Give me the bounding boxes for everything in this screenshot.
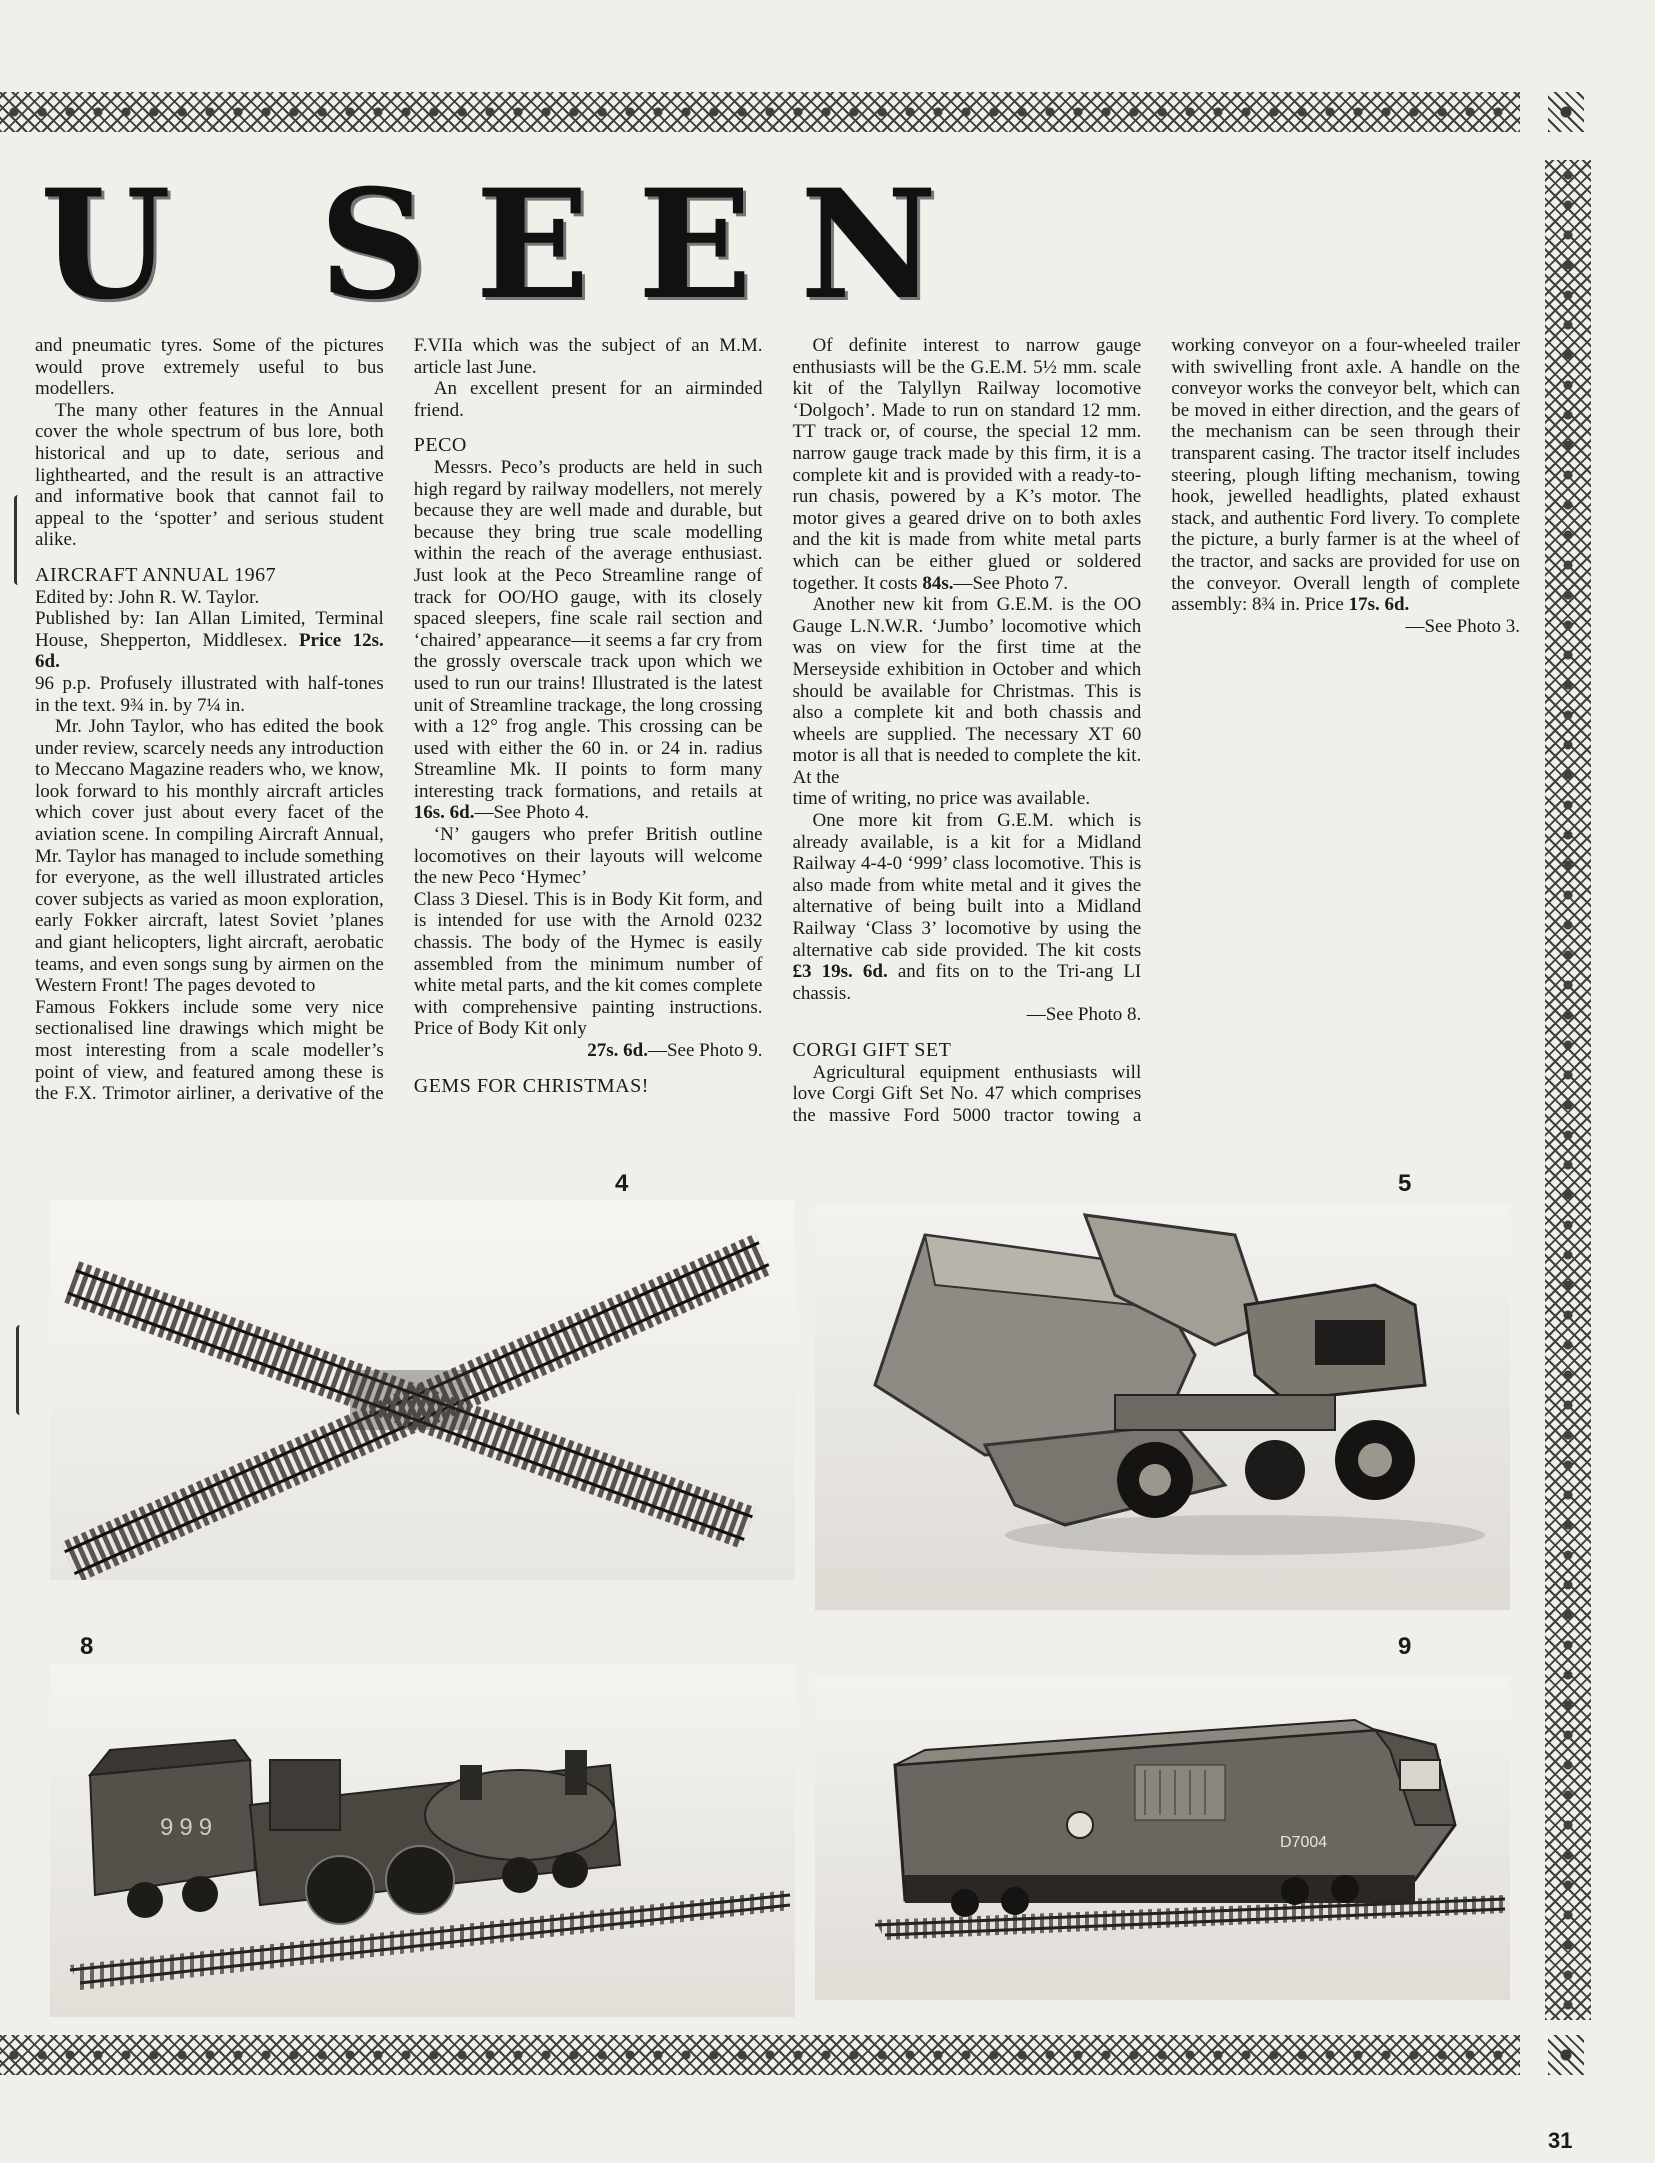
photo-number: 9 <box>1398 1633 1412 1660</box>
price: 17s. 6d. <box>1348 594 1410 616</box>
photo-number: 4 <box>615 1170 629 1197</box>
photo-reference: —See Photo 3. <box>1405 615 1520 637</box>
photo-track-crossing <box>50 1200 795 1580</box>
photo-number: 5 <box>1398 1170 1412 1197</box>
bottom-ornamental-border <box>0 2035 1520 2075</box>
photo-reference: —See Photo 8. <box>1026 1004 1142 1026</box>
corgi-tractor-conveyor-image <box>815 1205 1510 1610</box>
publisher-line <box>35 608 384 673</box>
paragraph: Mr. John Taylor, who has edited the book under review, scarcely needs any introduction to Meccano Magazine readers who, we know, look forward to his monthly aircraft articles which cover just about every facet of the aviation scene. In compiling Aircraft Annual, Mr. Taylor has managed to include something for everyone, as the well illustrated articles cover subjects as varied as moon exploration, early Fokker aircraft, latest Soviet ’planes and giant helicopters, light aircraft, aerobatic teams, and even songs sung by airmen on the Western Front! The pages devoted to <box>35 716 384 997</box>
paragraph-text: Agricultural equipment enthusiasts will love Corgi Gift Set No. 47 which comprises the massive Ford 5000 tractor towing a working conveyor on a four-wheeled trailer with swivelling front axle. A handle on the conveyor works the conveyor belt, which can be moved in either direction, and the gears of the mechanism can be seen through their transparent casing. The tractor itself includes steering, plough lifting mechanism, towing hook, jewelled headlights, plated exhaust stack, and authentic Ford livery. To complete the picture, a burly farmer is at the wheel of the tractor, and sacks are provided for use on the conveyor. Overall length of complete assembly: 8¾ in. Price <box>792 335 1520 1126</box>
price: 27s. 6d. <box>587 1040 648 1061</box>
paragraph <box>793 335 1142 594</box>
paragraph-text: Messrs. Peco’s products are held in such high regard by railway modellers, not merely because they are well made and durable, but because they bring true scale modelling within the reach of the average enthusiast. Just look at the Peco Streamline range of track for OO/HO gauge, with its closely spaced sleepers, fine scale rail section and ‘chaired’ appearance—it seems a far cry from the grossly overscale track upon which we used to run our trains! Illustrated is the latest unit of Streamline trackage, the long crossing with a 12° frog angle. This crossing can be used with either the 60 in. or 24 in. radius Streamline Mk. II points to form many interesting track formations, and retails at <box>413 456 763 802</box>
loco-number: 999 <box>160 1814 219 1841</box>
paragraph: Famous Fokkers include some very nice sectionalised line drawings which might be most interesting from a scale modeller’s point of view, and featured among these is the F.X. Trimotor airliner, a derivative of the F.VIIa which was the subject of an M.M. article last June. <box>35 335 763 1105</box>
paragraph <box>793 810 1142 1004</box>
paragraph-text: Class 3 Diesel. This is in Body Kit form, and is intended for use with the Arnold 0232 chassis. The body of the Hymec is easily assembled from the minimum number of white metal parts, and the kit comes complete with comprehensive painting instructions. Price of Body Kit only <box>413 888 763 1040</box>
section-heading-corgi: CORGI GIFT SET <box>792 1039 952 1061</box>
track-crossing-image <box>50 1200 795 1580</box>
paragraph-text: Of definite interest to narrow gauge enthusiasts will be the G.E.M. 5½ mm. scale kit of the Talyllyn Railway locomotive ‘Dolgoch’. Made to run on standard 12 mm. TT track or, of course, the special 12 mm. narrow gauge track made by this firm, it is a complete kit and is provided with a ready-to-run chasis, powered by a K’s motor. The motor gives a geared drive on to both axles and the kit is made from white metal parts which can be either glued or soldered together. It costs <box>792 335 1142 594</box>
publisher: Published by: Ian Allan Limited, Terminal House, Shepperton, Middlesex. <box>35 608 384 651</box>
paragraph: The many other features in the Annual cover the whole spectrum of bus lore, both historical and up to date, serious and lighthearted, and the result is an attractive and informative book that cannot fail to appeal to the ‘spotter’ and serious student alike. <box>35 399 384 551</box>
section-heading-gems: GEMS FOR CHRISTMAS! <box>413 1074 649 1097</box>
section-heading-aircraft-annual: AIRCRAFT ANNUAL 1967 <box>35 563 277 586</box>
photo-reference: —See Photo 4. <box>474 802 589 824</box>
photo-midland-999-loco <box>50 1665 795 2017</box>
paragraph-text: and fits on to the Tri-ang LI chassis. <box>792 961 1142 1004</box>
price: £3 19s. 6d. <box>792 961 888 983</box>
margin-mark <box>14 495 23 585</box>
article-body <box>35 335 1520 1135</box>
price: 16s. 6d. <box>413 802 475 824</box>
photo-reference: —See Photo 7. <box>953 572 1068 594</box>
paragraph: An excellent present for an airminded friend. <box>413 378 763 421</box>
price: Price 12s. 6d. <box>35 629 384 673</box>
bottom-right-ornament <box>1548 2035 1584 2075</box>
page-count: 96 p.p. Profusely illustrated with half-tones in the text. 9¾ in. by 7¼ in. <box>35 672 384 716</box>
loco-number: D7004 <box>1280 1834 1328 1851</box>
paragraph: time of writing, no price was available. <box>792 788 1091 810</box>
photo-hymec-diesel <box>815 1675 1510 2000</box>
paragraph: and pneumatic tyres. Some of the pictures would prove extremely useful to bus modellers. <box>35 335 384 400</box>
photo-reference: —See Photo 9. <box>647 1040 763 1061</box>
paragraph <box>414 889 763 1040</box>
right-ornamental-border <box>1545 160 1591 2020</box>
paragraph: ‘N’ gaugers who prefer British outline locomotives on their layouts will welcome the new Peco ‘Hymec’ <box>413 824 763 889</box>
photo-corgi-gift-set <box>815 1205 1510 1610</box>
page-number: 31 <box>1548 2128 1573 2153</box>
section-heading-peco: PECO <box>413 434 467 457</box>
paragraph-text: One more kit from G.E.M. which is already available, is a kit for a Midland Railway 4-4-0 ‘999’ class locomotive. This is also made from white metal and it gives the alternative of being built into a Midland Railway ‘Class 3’ locomotive by using the alternative cab side provided. The kit costs <box>792 810 1142 961</box>
margin-mark <box>16 1325 25 1415</box>
midland-999-locomotive-image <box>50 1665 795 2017</box>
hymec-diesel-image <box>815 1675 1510 2000</box>
price: 84s. <box>922 572 954 594</box>
price-line <box>414 1040 763 1062</box>
page-title: U SEEN <box>40 157 986 333</box>
paragraph: Another new kit from G.E.M. is the OO Gauge L.N.W.R. ‘Jumbo’ locomotive which was on view for the first time at the Merseyside exhibition in October and which should be available for Christmas. This is also a complete kit and both chassis and wheels are supplied. The necessary XT 60 motor is all that is needed to complete the kit. At the <box>792 594 1142 788</box>
top-right-ornament <box>1548 92 1584 132</box>
edited-by: Edited by: John R. W. Taylor. <box>35 586 260 608</box>
paragraph <box>414 457 763 824</box>
photo-number: 8 <box>80 1633 94 1660</box>
top-ornamental-border <box>0 92 1520 132</box>
